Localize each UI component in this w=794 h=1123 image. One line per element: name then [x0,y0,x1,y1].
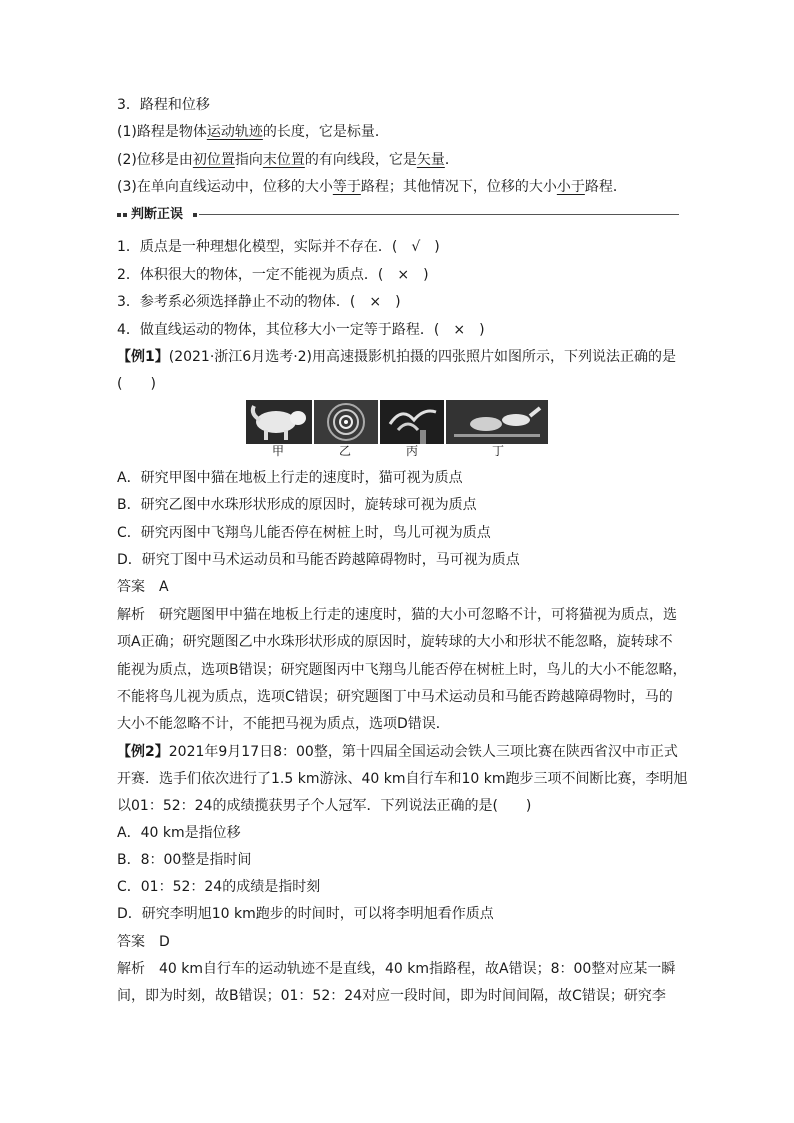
text-span: 的有向线段，它是 [304,152,417,168]
judge-item-4: 4．做直线运动的物体，其位移大小一定等于路程．( × ) [117,322,485,338]
example1-stem-line-2: ( ) [117,376,156,392]
example2-analysis-line-2: 间，即为时刻，故B错误；01：52：24对应一段时间，即为时间间隔，故C错误；研究李 [117,988,666,1004]
spiral-image-icon [314,400,378,444]
example2-option-b: B．8：00整是指时间 [117,852,252,868]
stem-text: (2021·浙江6月选考·2)用高速摄影机拍摄的四张照片如图所示，下列说法正确的是 [168,349,677,365]
text-span: 的长度，它是标量． [262,124,389,140]
text-span: (3)在单向直线运动中，位移的大小 [117,179,333,195]
analysis-text: 40 km自行车的运动轨迹不是直线，40 km指路程，故A错误；8：00整对应某一瞬 [159,961,676,977]
photo-spinning-ball [314,400,378,444]
judge-item-3: 3．参考系必须选择静止不动的物体．( × ) [117,294,401,310]
judge-section-header [117,204,679,226]
example2-analysis-line-1 [117,958,675,980]
judge-item-2: 2．体积很大的物体，一定不能视为质点．( × ) [117,267,429,283]
text-span: 路程；其他情况下，位移的大小 [360,179,557,195]
analysis-text: 研究题图甲中猫在地板上行走的速度时，猫的大小可忽略不计，可将猫视为质点，选 [159,607,677,623]
example2-stem-line-3: 以01：52：24的成绩揽获男子个人冠军．下列说法正确的是( ) [117,798,532,814]
example1-analysis-line-4: 不能将鸟儿视为质点，选项C错误；研究题图丁中马术运动员和马能否跨越障碍物时，马的 [117,689,673,705]
example1-option-a: A．研究甲图中猫在地板上行走的速度时，猫可视为质点 [117,470,463,486]
bird-image-icon [380,400,444,444]
bullet-dot [193,213,197,217]
example1-analysis-line-5: 大小不能忽略不计，不能把马视为质点，选项D错误． [117,716,450,732]
definition-line-1 [117,121,389,143]
horse-image-icon [446,400,548,444]
analysis-label: 解析 [117,961,145,977]
stem-text: 2021年9月17日8：00整，第十四届全国运动会铁人三项比赛在陕西省汉中市正式 [168,744,678,760]
underlined-term: 小于 [556,179,585,195]
photo-label-yi: 乙 [339,444,352,458]
photo-label-ding: 丁 [492,444,505,458]
judge-item-1: 1．质点是一种理想化模型，实际并不存在．( √ ) [117,239,440,255]
example1-analysis-line-2: 项A正确；研究题图乙中水珠形状形成的原因时，旋转球的大小和形状不能忽略，旋转球不 [117,634,673,650]
definition-line-3 [117,176,627,198]
underlined-term: 矢量 [416,152,445,168]
answer-value: A [159,579,169,595]
photo-strip [246,400,548,444]
example1-analysis-line-1 [117,604,677,626]
example2-stem-line-2: 开赛．选手们依次进行了1.5 km游泳、40 km自行车和10 km跑步三项不间断比赛，李明旭 [117,771,688,787]
example1-option-c: C．研究丙图中飞翔鸟儿能否停在树桩上时，鸟儿可视为质点 [117,525,491,541]
example2-stem-line-1 [117,741,678,763]
photo-label-bing: 丙 [406,444,419,458]
judge-heading: 判断正误 [131,207,184,222]
cat-image-icon [246,400,312,444]
example2-option-d: D．研究李明旭10 km跑步的时间时，可以将李明旭看作质点 [117,906,494,922]
photo-label-jia: 甲 [272,444,285,458]
text-span: 路程． [584,179,627,195]
example-tag: 【例1】 [117,349,169,365]
underlined-term: 等于 [332,179,361,195]
underlined-term: 运动轨迹 [206,124,263,140]
example2-option-c: C．01：52：24的成绩是指时刻 [117,879,321,895]
example2-answer [117,931,170,953]
section-title: 3．路程和位移 [117,97,210,113]
example1-option-b: B．研究乙图中水珠形状形成的原因时，旋转球可视为质点 [117,497,477,513]
example-tag: 【例2】 [117,744,169,760]
example1-answer [117,576,169,598]
bullet-dot [117,213,121,217]
bullet-dot [123,213,127,217]
underlined-term: 末位置 [262,152,305,168]
text-span: ． [444,152,459,168]
example1-option-d: D．研究丁图中马术运动员和马能否跨越障碍物时，马可视为质点 [117,552,520,568]
example2-option-a: A．40 km是指位移 [117,825,241,841]
answer-value: D [159,934,170,950]
definition-line-2 [117,149,459,171]
answer-label: 答案 [117,579,145,595]
photo-bird [380,400,444,444]
example1-stem-line-1 [117,346,676,368]
photo-cat [246,400,312,444]
analysis-label: 解析 [117,607,145,623]
text-span: (2)位移是由 [117,152,193,168]
divider-line [199,214,679,215]
photo-horse [446,400,548,444]
text-span: (1)路程是物体 [117,124,207,140]
answer-label: 答案 [117,934,145,950]
text-span: 指向 [234,152,263,168]
underlined-term: 初位置 [192,152,235,168]
example1-analysis-line-3: 能视为质点，选项B错误；研究题图丙中飞翔鸟儿能否停在树桩上时，鸟儿的大小不能忽略， [117,662,687,678]
